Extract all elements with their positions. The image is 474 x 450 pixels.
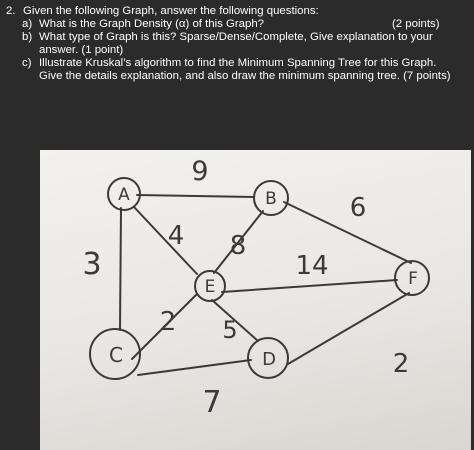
weight-b-f: 6 <box>349 193 367 223</box>
node-d-label: D <box>262 349 276 370</box>
edge-a-e <box>134 207 197 274</box>
node-f-label: F <box>408 269 418 289</box>
weight-e-d: 5 <box>222 316 238 344</box>
weight-c-e: 2 <box>159 307 177 337</box>
part-c-text: Illustrate Kruskal’s algorithm to find the Minimum Spanning Tree for this Graph. Give the details explanation, and also draw the minimum spanning tree. (7 points) <box>39 57 451 82</box>
edge-d-f <box>288 293 409 364</box>
weight-c-d: 7 <box>202 385 222 420</box>
edge-e-f <box>222 280 397 292</box>
question-text: Given the following Graph, answer the following questions: <box>23 5 319 17</box>
weight-a-e: 4 <box>167 221 185 251</box>
node-a-label: A <box>118 185 130 205</box>
part-c-label: c) <box>22 57 32 69</box>
weight-b-e: 8 <box>229 231 247 261</box>
graph-photo <box>40 150 471 450</box>
part-a-text: What is the Graph Density (α) of this Graph? <box>39 18 264 30</box>
weight-a-b: 9 <box>191 156 209 187</box>
weight-d-f: 2 <box>392 349 410 379</box>
edge-c-d <box>138 360 251 375</box>
node-e-label: E <box>204 277 216 297</box>
node-b-label: B <box>265 189 277 209</box>
part-a-label: a) <box>22 18 33 30</box>
weight-a-c: 3 <box>82 247 102 282</box>
weight-e-f: 14 <box>295 251 329 281</box>
edge-a-b <box>137 195 254 197</box>
part-a-points: (2 points) <box>392 18 440 30</box>
question-number: 2. <box>6 5 16 17</box>
part-b-label: b) <box>22 31 33 43</box>
part-b-text: What type of Graph is this? Sparse/Dense/Complete, Give explanation to your answer. (1 point) <box>39 31 433 56</box>
weighted-graph <box>40 150 471 450</box>
edge-a-c <box>120 208 121 330</box>
node-c-label: C <box>109 343 123 367</box>
